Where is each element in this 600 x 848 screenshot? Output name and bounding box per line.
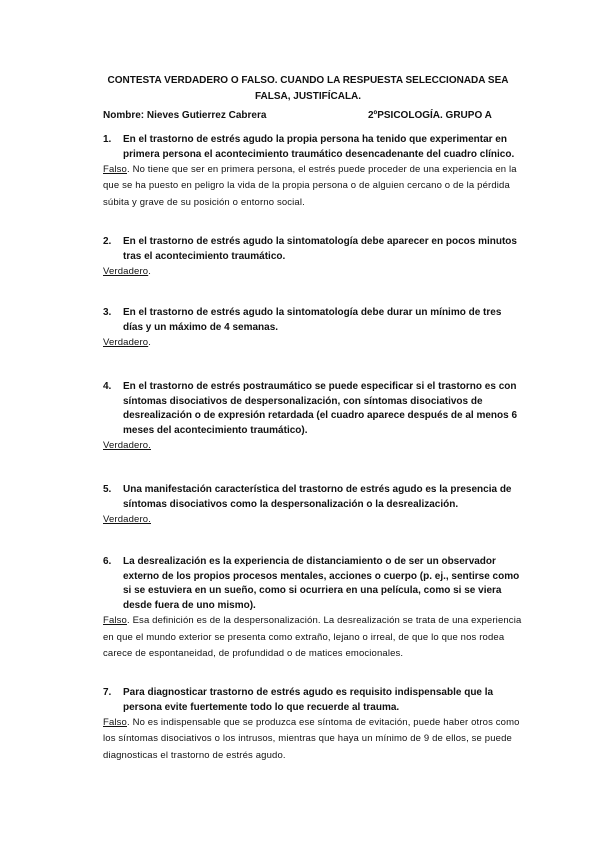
answer-verdict: Verdadero (103, 266, 149, 278)
question-3 (103, 306, 523, 351)
answer-verdict: Falso (103, 615, 127, 627)
answer (103, 438, 523, 454)
question-4 (103, 380, 523, 455)
question-number: 6. (103, 556, 112, 567)
answer-verdict: Verdadero. (103, 440, 151, 452)
answer (103, 264, 523, 280)
question-text: Una manifestación característica del trastorno de estrés agudo es la presencia de síntomas disociativos como la despersonalización o la desrealización. (123, 484, 512, 510)
student-name: Nombre: Nieves Gutierrez Cabrera (103, 110, 267, 121)
question-number: 7. (103, 687, 112, 698)
answer-justification: . No tiene que ser en primera persona, el estrés puede proceder de una experiencia en la que se ha puesto en peligro la vida de la propia persona o de alguien cercano o de la pérdida súbita y grave de su posición o entorno social. (103, 164, 517, 208)
course-group: 2ºPSICOLOGÍA. GRUPO A (368, 110, 492, 121)
answer-justification: . No es indispensable que se produzca ese síntoma de evitación, puede haber otros como los síntomas disociativos o los intrusos, mientras que haya un mínimo de 9 de ellos, se puede diagnosticas el trastorno de estrés agudo. (103, 717, 520, 761)
question-number: 3. (103, 307, 112, 318)
question-1 (103, 133, 523, 211)
question-2 (103, 235, 523, 280)
answer (103, 512, 523, 528)
question-7 (103, 686, 523, 764)
answer-verdict: Falso (103, 164, 127, 176)
question-number: 2. (103, 236, 112, 247)
answer (103, 613, 523, 662)
question-text: En el trastorno de estrés postraumático se puede especificar si el trastorno es con síntomas disociativos de despersonalización, con síntomas disociativos de desrealización o de expresión retardada (el cuadro aparece después de al menos 6 meses del acontecimiento traumático). (123, 381, 518, 436)
answer-verdict: Falso (103, 717, 127, 729)
question-5 (103, 483, 523, 528)
question-text: En el trastorno de estrés agudo la propia persona ha tenido que experimentar en primera persona el acontecimiento traumático desencadenante del cuadro clínico. (123, 134, 515, 160)
answer-verdict: Verdadero. (103, 514, 151, 526)
question-text: En el trastorno de estrés agudo la sintomatología debe durar un mínimo de tres días y un máximo de 4 semanas. (123, 307, 502, 333)
question-text: La desrealización es la experiencia de distanciamiento o de ser un observador externo de los propios procesos mentales, acciones o cuerpo (p. ej., sentirse como si se estuviera en un sueño, como si ocurriera en una película, como si se viera desde fuera de uno mismo). (123, 556, 520, 611)
answer-justification: . Esa definición es de la despersonalización. La desrealización se trata de una experiencia en que el mundo exterior se presenta como extraño, lejano o irreal, de que lo que nos rodea carece de espontaneidad, de profundidad o de matices emocionales. (103, 615, 522, 659)
answer-justification: . (148, 266, 151, 278)
question-number: 4. (103, 381, 112, 392)
question-text: En el trastorno de estrés agudo la sintomatología debe aparecer en pocos minutos tras el acontecimiento traumático. (123, 236, 517, 262)
question-6 (103, 555, 523, 662)
answer-verdict: Verdadero (103, 337, 149, 349)
question-number: 1. (103, 134, 112, 145)
answer (103, 715, 523, 764)
question-text: Para diagnosticar trastorno de estrés agudo es requisito indispensable que la persona evite fuertemente todo lo que recuerde al trauma. (123, 687, 494, 713)
answer (103, 162, 523, 211)
document-title: CONTESTA VERDADERO O FALSO. CUANDO LA RESPUESTA SELECCIONADA SEA FALSA, JUSTIFÍCALA. (107, 75, 509, 102)
answer-justification: . (148, 337, 151, 349)
question-number: 5. (103, 484, 112, 495)
answer (103, 335, 523, 351)
